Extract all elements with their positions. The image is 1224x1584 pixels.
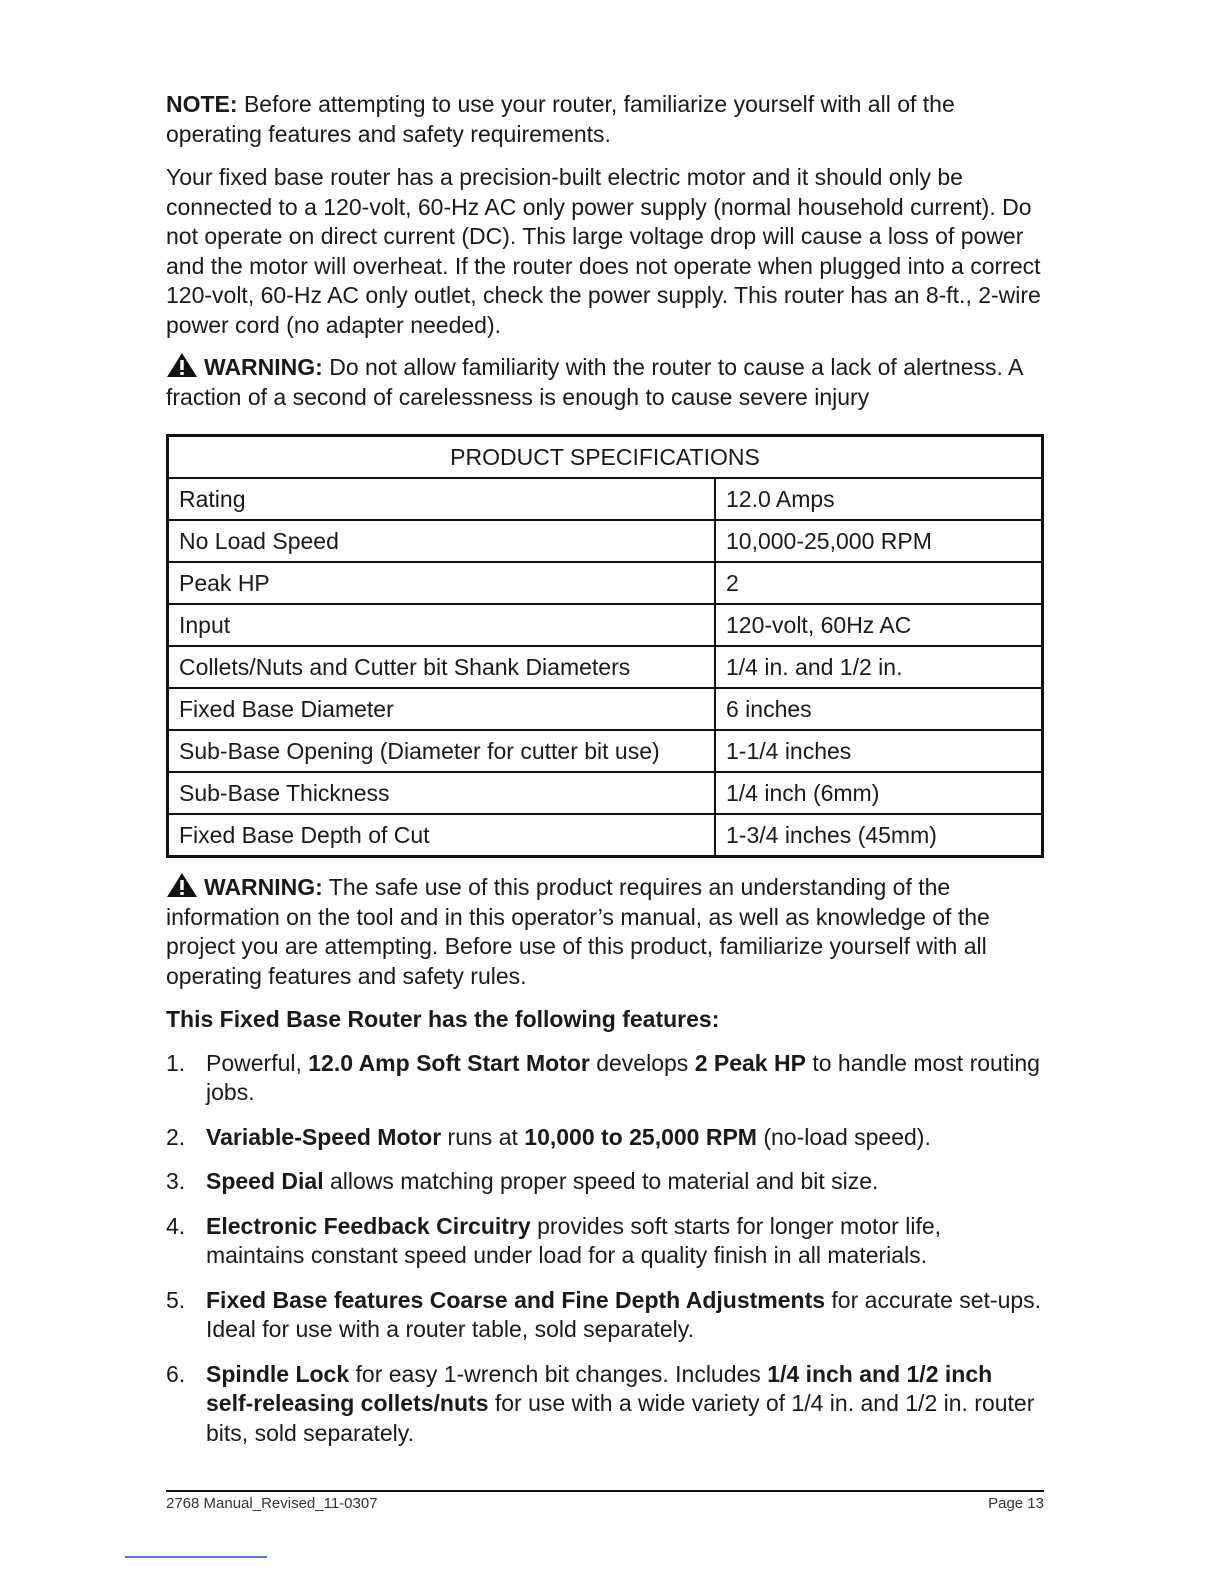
spec-value: 1-1/4 inches [715, 730, 1043, 772]
product-specifications-table [166, 434, 1044, 858]
spec-label: Rating [168, 478, 716, 520]
table-row [168, 604, 1043, 646]
spec-label: Sub-Base Thickness [168, 772, 716, 814]
feature-text: Powerful, [206, 1049, 309, 1076]
feature-highlight: Spindle Lock [206, 1360, 350, 1387]
warning-triangle-icon [166, 352, 198, 378]
spec-label: Sub-Base Opening (Diameter for cutter bit use) [168, 730, 716, 772]
warning-label: WARNING: [204, 874, 323, 900]
spec-label: Fixed Base Diameter [168, 688, 716, 730]
warning-triangle-icon [166, 872, 198, 898]
list-item-number: 5. [166, 1286, 186, 1313]
spec-value: 1/4 inch (6mm) [715, 772, 1043, 814]
feature-highlight: Electronic Feedback Circuitry [206, 1212, 531, 1239]
spec-value: 120-volt, 60Hz AC [715, 604, 1043, 646]
table-row [168, 646, 1043, 688]
warning-alertness-paragraph [166, 352, 1044, 412]
feature-text: for use with a wide variety of 1/4 in. and 1/2 in. router bits, sold separately. [206, 1390, 1035, 1446]
footer-page-number: Page 13 [988, 1495, 1044, 1512]
feature-highlight: 12.0 Amp Soft Start Motor [308, 1049, 590, 1076]
feature-highlight: Speed Dial [206, 1168, 324, 1194]
footer-divider [166, 1490, 1044, 1492]
list-item [166, 1049, 1044, 1108]
list-item-number: 3. [166, 1168, 186, 1194]
feature-text: allows matching proper speed to material and bit size. [323, 1168, 879, 1194]
list-item-number: 1. [166, 1049, 186, 1076]
list-item [166, 1360, 1044, 1449]
table-row [168, 772, 1043, 814]
footer-document-id: 2768 Manual_Revised_11-0307 [166, 1495, 378, 1512]
list-item [166, 1167, 1044, 1197]
feature-highlight: Variable-Speed Motor [206, 1123, 442, 1150]
warning-safe-use-paragraph [166, 872, 1044, 991]
spec-label: Peak HP [168, 562, 716, 604]
feature-text: for accurate set-ups. Ideal for use with a router table, sold separately. [206, 1286, 1042, 1342]
feature-text: for easy 1-wrench bit changes. Includes [349, 1360, 768, 1387]
features-heading: This Fixed Base Router has the following features: [166, 1006, 720, 1032]
table-row [168, 520, 1043, 562]
feature-text: (no-load speed). [756, 1123, 931, 1150]
spec-value: 2 [715, 562, 1043, 604]
spec-label: Collets/Nuts and Cutter bit Shank Diameters [168, 646, 716, 688]
spec-value: 6 inches [715, 688, 1043, 730]
list-item [166, 1212, 1044, 1271]
feature-text: runs at [441, 1123, 525, 1150]
manual-page [166, 90, 1044, 1463]
specifications-title: PRODUCT SPECIFICATIONS [168, 436, 1043, 479]
spec-label: Input [168, 604, 716, 646]
feature-highlight: 10,000 to 25,000 RPM [524, 1123, 757, 1150]
note-text: Before attempting to use your router, familiarize yourself with all of the operating features and safety requirements. [166, 91, 955, 147]
spec-label: No Load Speed [168, 520, 716, 562]
list-item [166, 1286, 1044, 1345]
power-supply-paragraph: Your fixed base router has a precision-built electric motor and it should only be connected to a 120-volt, 60-Hz AC only power supply (normal household current). Do not operate on direct current (DC). This large voltage drop will cause a loss of power and the motor will overheat. If the router does not operate when plugged into a correct 120-volt, 60-Hz AC only outlet, check the power supply. This router has an 8-ft., 2-wire power cord (no adapter needed). [166, 164, 1041, 338]
warning-label: WARNING: [204, 354, 323, 380]
feature-highlight: 1/4 inch and 1/2 inch self-releasing collets/nuts [206, 1360, 993, 1416]
spec-value: 1/4 in. and 1/2 in. [715, 646, 1043, 688]
list-item-number: 4. [166, 1212, 186, 1239]
spec-value: 1-3/4 inches (45mm) [715, 814, 1043, 857]
feature-highlight: 2 Peak HP [694, 1049, 806, 1076]
list-item-number: 2. [166, 1123, 186, 1150]
features-list [166, 1049, 1044, 1449]
feature-text: develops [589, 1049, 695, 1076]
list-item-number: 6. [166, 1360, 186, 1387]
note-label: NOTE: [166, 91, 238, 117]
spec-value: 10,000-25,000 RPM [715, 520, 1043, 562]
feature-text: to handle most routing jobs. [206, 1049, 1040, 1105]
table-row [168, 814, 1043, 857]
table-row [168, 688, 1043, 730]
spec-value: 12.0 Amps [715, 478, 1043, 520]
table-row [168, 562, 1043, 604]
feature-highlight: Fixed Base features Coarse and Fine Depth Adjustments [206, 1286, 826, 1313]
list-item [166, 1123, 1044, 1153]
feature-text: provides soft starts for longer motor life, maintains constant speed under load for a quality finish in all materials. [206, 1212, 942, 1268]
table-row [168, 478, 1043, 520]
note-paragraph [166, 90, 1044, 149]
warning-text: The safe use of this product requires an understanding of the information on the tool and in this operator’s manual, as well as knowledge of the project you are attempting. Before use of this product, familiarize yourself with all operating features and safety rules. [166, 874, 990, 989]
warning-text: Do not allow familiarity with the router to cause a lack of alertness. A fraction of a second of carelessness is enough to cause severe injury [166, 354, 1023, 410]
spec-label: Fixed Base Depth of Cut [168, 814, 716, 857]
table-row [168, 730, 1043, 772]
scan-mark-line [125, 1556, 267, 1558]
